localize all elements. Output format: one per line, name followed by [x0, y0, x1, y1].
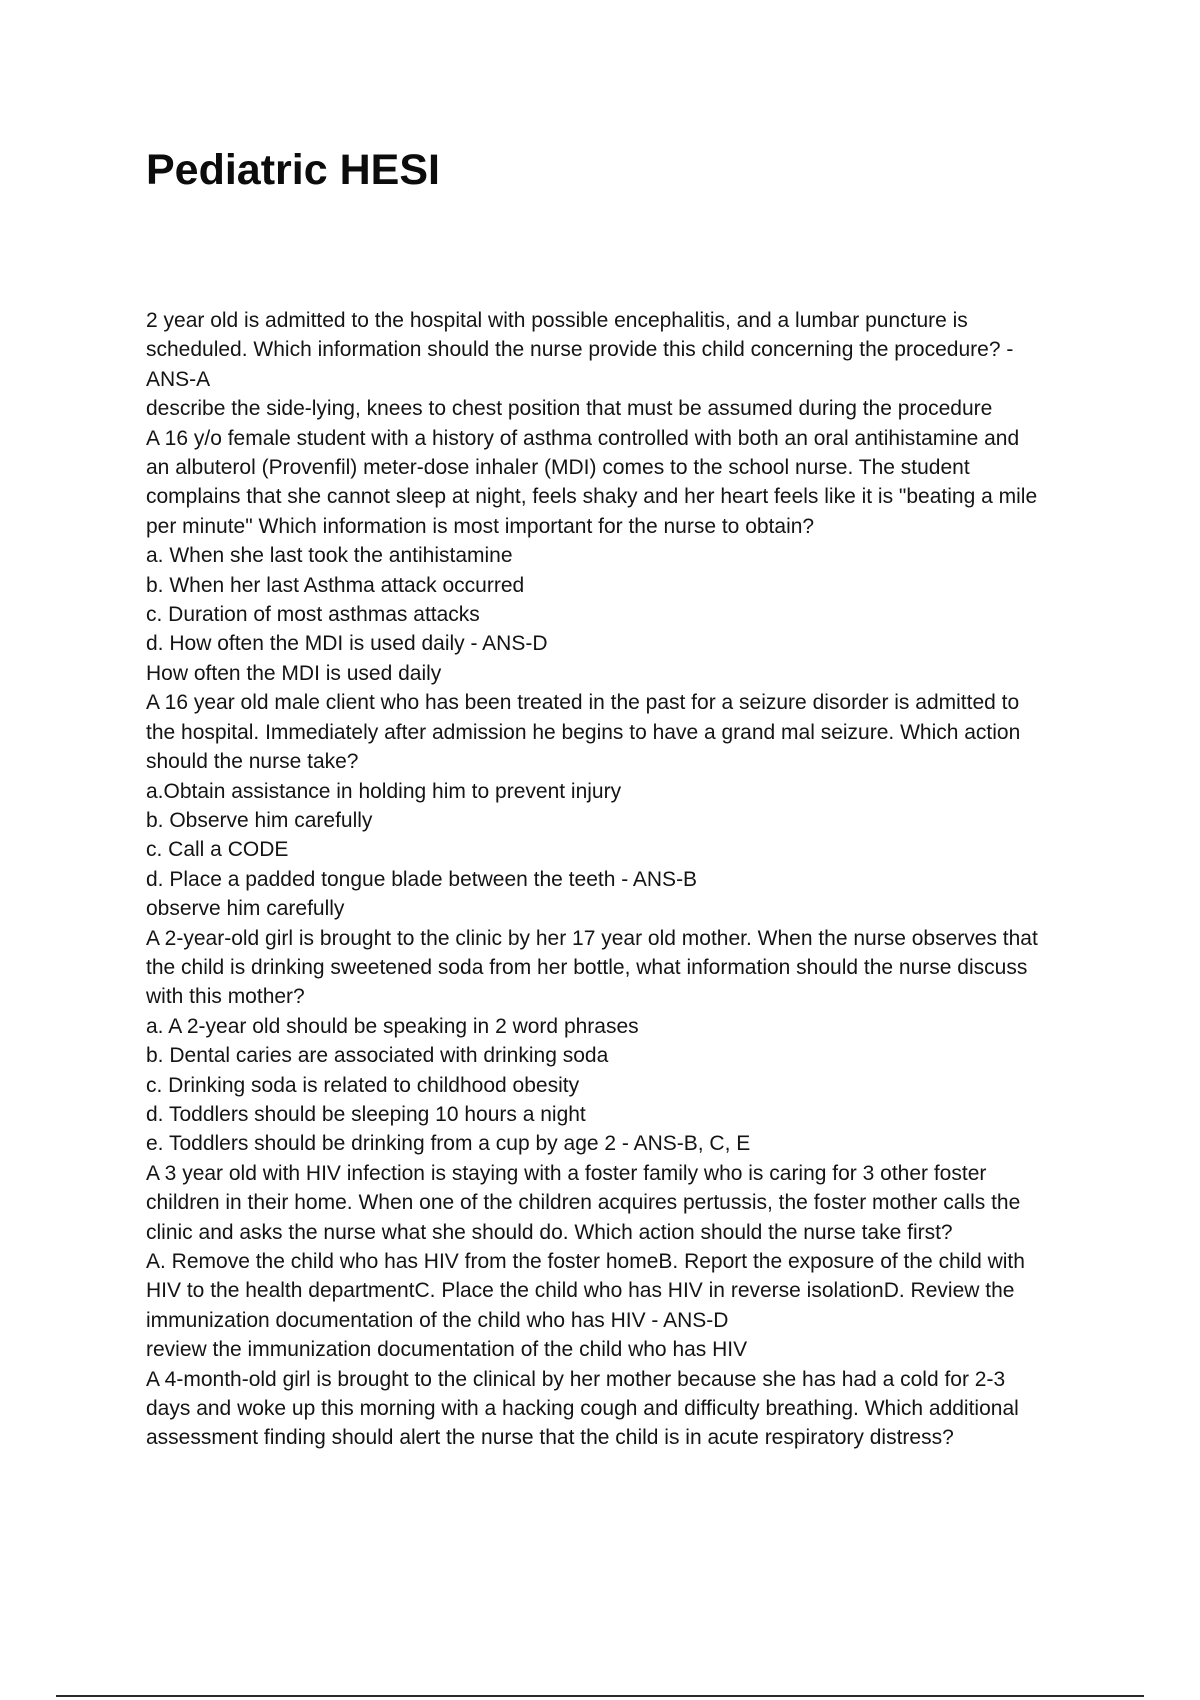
text-line: c. Drinking soda is related to childhood obesity — [146, 1073, 580, 1097]
text-line: d. Toddlers should be sleeping 10 hours a night — [146, 1102, 586, 1126]
text-line: a. A 2-year old should be speaking in 2 word phrases — [146, 1014, 639, 1038]
text-line: observe him carefully — [146, 897, 345, 921]
text-line: the child is drinking sweetened soda from her bottle, what information should the nurse discuss — [146, 955, 1028, 979]
text-line: clinic and asks the nurse what she should do. Which action should the nurse take first? — [146, 1220, 953, 1244]
text-line: e. Toddlers should be drinking from a cup by age 2 - ANS-B, C, E — [146, 1132, 751, 1156]
text-line: A 16 year old male client who has been treated in the past for a seizure disorder is admitted to — [146, 691, 1020, 715]
text-line: the hospital. Immediately after admission he begins to have a grand mal seizure. Which action — [146, 720, 1021, 744]
page-title: Pediatric HESI — [146, 146, 440, 194]
text-line: c. Duration of most asthmas attacks — [146, 603, 480, 627]
text-line: A 3 year old with HIV infection is staying with a foster family who is caring for 3 other foster — [146, 1161, 987, 1185]
text-line: children in their home. When one of the children acquires pertussis, the foster mother calls the — [146, 1191, 1021, 1215]
text-line: How often the MDI is used daily — [146, 661, 442, 685]
text-line: describe the side-lying, knees to chest position that must be assumed during the procedure — [146, 397, 993, 421]
text-line: immunization documentation of the child who has HIV - ANS-D — [146, 1308, 729, 1332]
text-line: 2 year old is admitted to the hospital with possible encephalitis, and a lumbar puncture is — [146, 309, 968, 332]
text-line: A. Remove the child who has HIV from the foster homeB. Report the exposure of the child with — [146, 1250, 1025, 1273]
text-line: should the nurse take? — [146, 750, 359, 774]
text-line: per minute" Which information is most important for the nurse to obtain? — [146, 514, 815, 538]
document-body — [146, 306, 1096, 1453]
text-line: review the immunization documentation of the child who has HIV — [146, 1338, 748, 1362]
text-line: a.Obtain assistance in holding him to prevent injury — [146, 779, 622, 803]
text-line: ANS-A — [146, 367, 211, 391]
text-line: HIV to the health departmentC. Place the child who has HIV in reverse isolationD. Review the — [146, 1279, 1015, 1303]
text-line: c. Call a CODE — [146, 838, 289, 862]
text-line: b. When her last Asthma attack occurred — [146, 573, 525, 597]
text-line: an albuterol (Provenfil) meter-dose inhaler (MDI) comes to the school nurse. The student — [146, 456, 970, 480]
text-line: a. When she last took the antihistamine — [146, 544, 513, 568]
footer-divider — [56, 1695, 1144, 1697]
text-line: d. How often the MDI is used daily - ANS-D — [146, 632, 548, 656]
text-line: d. Place a padded tongue blade between the teeth - ANS-B — [146, 867, 698, 891]
text-line: b. Dental caries are associated with drinking soda — [146, 1044, 609, 1068]
text-line: A 16 y/o female student with a history of asthma controlled with both an oral antihistamine and — [146, 426, 1020, 450]
text-line: scheduled. Which information should the nurse provide this child concerning the procedure? - — [146, 338, 1014, 362]
text-line: days and woke up this morning with a hacking cough and difficulty breathing. Which additional — [146, 1397, 1019, 1421]
text-line: A 2-year-old girl is brought to the clinic by her 17 year old mother. When the nurse observes that — [146, 926, 1038, 950]
text-line: assessment finding should alert the nurse that the child is in acute respiratory distress? — [146, 1426, 954, 1450]
text-line: complains that she cannot sleep at night, feels shaky and her heart feels like it is "beating a mile — [146, 485, 1038, 509]
text-line: with this mother? — [146, 985, 305, 1009]
text-line: A 4-month-old girl is brought to the clinical by her mother because she has had a cold for 2-3 — [146, 1367, 1006, 1391]
text-line: b. Observe him carefully — [146, 808, 373, 832]
